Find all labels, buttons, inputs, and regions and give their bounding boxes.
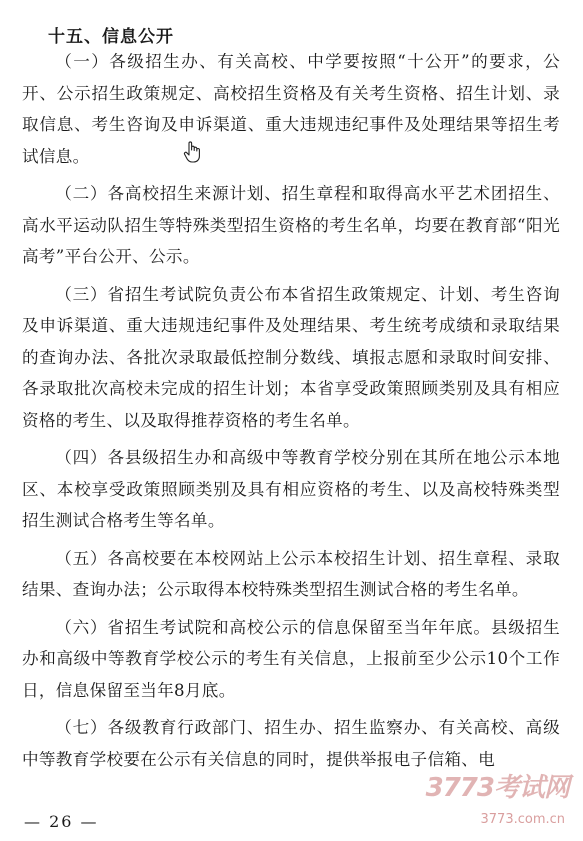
paragraph-4: （四）各县级招生办和高级中等教育学校分别在其所在地公示本地区、本校享受政策照顾类别及具有相应资格的考生、以及高校特殊类型招生测试合格考生等名单。 (22, 448, 560, 530)
watermark-url: 3773.com.cn (480, 812, 565, 827)
section-heading: 十五、信息公开 (48, 27, 174, 47)
paragraph-1: （一）各级招生办、有关高校、中学要按照“十公开”的要求，公开、公示招生政策规定、高校招生资格及有关考生资格、招生计划、录取信息、考生咨询及申诉渠道、重大违规违纪事件及处理结果等招生考试信息。 (22, 52, 560, 166)
page-number: — 26 — (24, 812, 99, 831)
paragraph-2: （二）各高校招生来源计划、招生章程和取得高水平艺术团招生、高水平运动队招生等特殊类型招生资格的考生名单，均要在教育部“阳光高考”平台公开、公示。 (22, 184, 560, 266)
paragraph-3: （三）省招生考试院负责公布本省招生政策规定、计划、考生咨询及申诉渠道、重大违规违纪事件及处理结果、考生统考成绩和录取结果的查询办法、各批次录取最低控制分数线、填报志愿和录取时间安排、各录取批次高校未完成的招生计划；本省享受政策照顾类别及具有相应资格的考生、以及取得推荐资格的考生名单。 (22, 284, 560, 430)
watermark (425, 767, 569, 827)
paragraph-5: （五）各高校要在本校网站上公示本校招生计划、招生章程、录取结果、查询办法；公示取得本校特殊类型招生测试合格的考生名单。 (22, 548, 560, 599)
paragraph-6: （六）省招生考试院和高校公示的信息保留至当年年底。县级招生办和高级中等教育学校公示的考生有关信息，上报前至少公示10个工作日，信息保留至当年8月底。 (22, 617, 560, 700)
paragraph-7: （七）各级教育行政部门、招生办、招生监察办、有关高校、高级中等教育学校要在公示有关信息的同时，提供举报电子信箱、电 (22, 718, 560, 769)
watermark-logo: 3773考试网 (425, 773, 569, 803)
hand-cursor-icon (182, 140, 204, 164)
section-body (22, 46, 560, 775)
